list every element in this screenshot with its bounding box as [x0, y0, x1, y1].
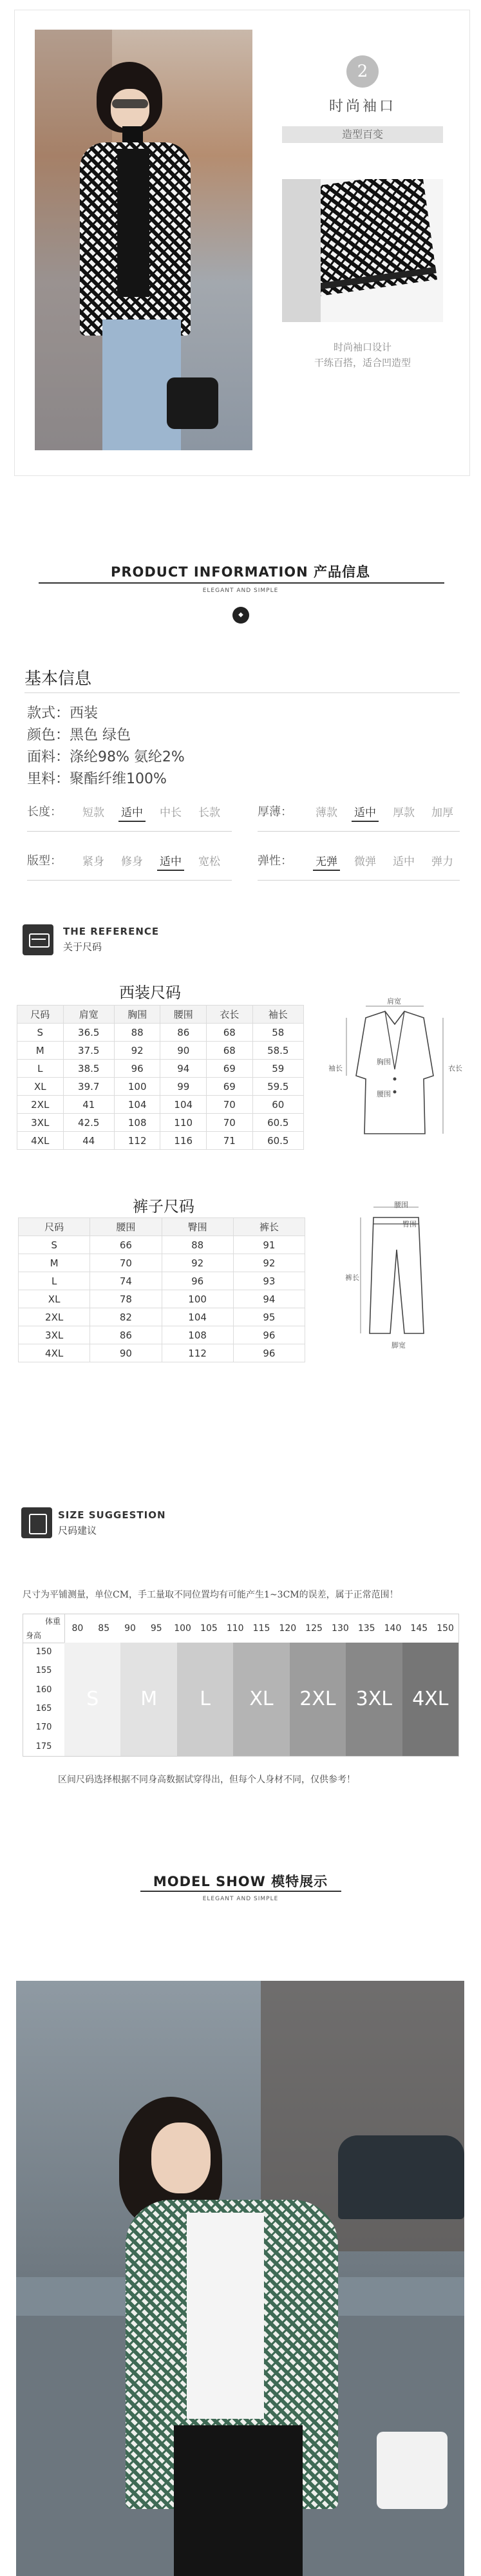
- info-style: 款式：西装: [27, 705, 99, 721]
- table-cell: 108: [162, 1326, 233, 1344]
- table-row: [17, 1114, 304, 1132]
- attr-thickness-option: 加厚: [431, 806, 453, 819]
- table-cell: 44: [63, 1132, 114, 1150]
- table-cell: 91: [233, 1236, 305, 1254]
- table-cell: 96: [233, 1326, 305, 1344]
- attr-elasticity-label: 弹性：: [258, 854, 292, 868]
- table-cell: 36.5: [63, 1024, 114, 1042]
- suit-diagram: [321, 998, 469, 1147]
- weight-cell: 125: [305, 1623, 323, 1634]
- attr-fit-option: 紧身: [82, 855, 104, 868]
- table-cell: 108: [114, 1114, 160, 1132]
- size-band-label: 2XL: [299, 1688, 336, 1710]
- weight-cell: 95: [150, 1623, 162, 1634]
- table-header-row: [19, 1218, 305, 1236]
- table-cell: 69: [207, 1060, 253, 1078]
- table-cell: 90: [90, 1344, 162, 1362]
- table-cell: 38.5: [63, 1060, 114, 1078]
- table-row: [17, 1096, 304, 1114]
- weight-cell: 85: [98, 1623, 110, 1634]
- attr-elasticity-option: 微弹: [354, 855, 376, 868]
- table-row: [17, 1078, 304, 1096]
- size-band-label: L: [200, 1688, 211, 1710]
- table-cell: 88: [114, 1024, 160, 1042]
- table-row: [19, 1308, 305, 1326]
- size-band-label: S: [86, 1688, 99, 1710]
- table-header: 腰围: [160, 1006, 207, 1024]
- table-cell: 69: [207, 1078, 253, 1096]
- attr-length-option: 长款: [198, 806, 220, 819]
- table-cell: 58: [252, 1024, 303, 1042]
- weight-cell: 120: [279, 1623, 297, 1634]
- table-cell: 93: [233, 1272, 305, 1290]
- table-cell: 78: [90, 1290, 162, 1308]
- basic-info-divider: [24, 692, 460, 693]
- table-cell: 82: [90, 1308, 162, 1326]
- reference-title-cn: 关于尺码: [63, 941, 102, 953]
- size-suggestion-icon: [21, 1507, 52, 1538]
- attr-divider: [27, 831, 232, 832]
- table-cell: 92: [162, 1254, 233, 1272]
- attr-elasticity-option-selected: 无弹: [316, 852, 337, 868]
- table-cell: L: [19, 1272, 90, 1290]
- suit-size-title: 西装尺码: [119, 984, 181, 1002]
- table-cell: 116: [160, 1132, 207, 1150]
- table-row: [19, 1344, 305, 1362]
- attr-divider: [27, 880, 232, 881]
- table-cell: 3XL: [19, 1326, 90, 1344]
- pants-size-table: [18, 1217, 305, 1362]
- table-row: [19, 1326, 305, 1344]
- suit-size-table: [17, 1005, 304, 1150]
- height-label: 身高: [26, 1631, 42, 1640]
- table-cell: 104: [162, 1308, 233, 1326]
- table-cell: 104: [160, 1096, 207, 1114]
- heading-rule: [39, 582, 444, 584]
- table-cell: 37.5: [63, 1042, 114, 1060]
- pants-label-hem: 脚宽: [391, 1341, 406, 1350]
- table-row: [17, 1042, 304, 1060]
- table-cell: 60.5: [252, 1114, 303, 1132]
- table-row: [19, 1272, 305, 1290]
- table-cell: 70: [207, 1096, 253, 1114]
- attr-fit-option: 宽松: [198, 855, 220, 868]
- table-cell: 4XL: [19, 1344, 90, 1362]
- weight-label: 体重: [45, 1617, 61, 1626]
- weight-cell: 100: [174, 1623, 191, 1634]
- pants-label-hip: 臀围: [402, 1220, 417, 1228]
- weight-cell: 145: [410, 1623, 428, 1634]
- size-band-label: 4XL: [412, 1688, 449, 1710]
- table-cell: 59: [252, 1060, 303, 1078]
- weight-cell: 110: [226, 1623, 244, 1634]
- weight-cell: 150: [437, 1623, 454, 1634]
- weight-cell: 140: [384, 1623, 402, 1634]
- table-cell: 41: [63, 1096, 114, 1114]
- table-header: 袖长: [252, 1006, 303, 1024]
- attr-length-option: 中长: [160, 806, 182, 819]
- table-cell: 39.7: [63, 1078, 114, 1096]
- size-band-label: M: [140, 1688, 158, 1710]
- product-info-title: PRODUCT INFORMATION 产品信息: [110, 564, 371, 580]
- table-cell: 94: [160, 1060, 207, 1078]
- table-row: [17, 1132, 304, 1150]
- table-cell: 74: [90, 1272, 162, 1290]
- table-cell: 90: [160, 1042, 207, 1060]
- table-cell: 92: [114, 1042, 160, 1060]
- grid-corner: [23, 1614, 65, 1643]
- info-color: 颜色：黑色 绿色: [27, 727, 131, 743]
- weight-cell: 130: [332, 1623, 349, 1634]
- attr-thickness-option-selected: 适中: [354, 803, 376, 819]
- suggestion-title-en: SIZE SUGGESTION: [58, 1509, 166, 1521]
- suit-label-waist: 腰围: [377, 1090, 391, 1098]
- table-cell: 112: [114, 1132, 160, 1150]
- table-cell: 3XL: [17, 1114, 64, 1132]
- info-lining: 里料：聚酯纤维100%: [27, 771, 167, 787]
- reference-icon: [23, 924, 53, 955]
- table-header: 臀围: [162, 1218, 233, 1236]
- table-row: [17, 1060, 304, 1078]
- attr-length-label: 长度：: [27, 805, 62, 819]
- table-header: 胸围: [114, 1006, 160, 1024]
- feature-title: 时尚袖口: [328, 99, 396, 115]
- attr-thickness-option: 厚款: [393, 806, 415, 819]
- table-cell: 96: [114, 1060, 160, 1078]
- table-cell: 60.5: [252, 1132, 303, 1150]
- basic-info-title: 基本信息: [24, 669, 92, 689]
- weight-cell: 90: [124, 1623, 136, 1634]
- table-cell: 42.5: [63, 1114, 114, 1132]
- table-cell: 112: [162, 1344, 233, 1362]
- pants-label-length: 裤长: [345, 1274, 359, 1282]
- suggestion-note-bottom: 区间尺码选择根据不同身高数据试穿得出，但每个人身材不同，仅供参考！: [58, 1775, 355, 1785]
- attr-fit-option-selected: 适中: [160, 852, 182, 868]
- table-cell: 96: [233, 1344, 305, 1362]
- feature-description-line2: 干练百搭，适合凹造型: [314, 357, 411, 368]
- table-cell: 68: [207, 1042, 253, 1060]
- feature-subtitle: 造型百变: [282, 126, 443, 143]
- attr-divider: [258, 831, 460, 832]
- table-cell: 100: [162, 1290, 233, 1308]
- table-header: 裤长: [233, 1218, 305, 1236]
- height-cell: 160: [35, 1684, 52, 1695]
- table-cell: 99: [160, 1078, 207, 1096]
- attr-divider: [258, 880, 460, 881]
- info-fabric: 面料：涤纶98% 氨纶2%: [27, 749, 185, 765]
- table-cell: M: [19, 1254, 90, 1272]
- table-header: 尺码: [17, 1006, 64, 1024]
- heading-dot-icon: ◆: [232, 607, 249, 624]
- size-band-label: 3XL: [355, 1688, 393, 1710]
- table-cell: 70: [207, 1114, 253, 1132]
- table-cell: 96: [162, 1272, 233, 1290]
- table-cell: 2XL: [19, 1308, 90, 1326]
- pants-label-waist: 腰围: [394, 1201, 408, 1209]
- attr-fit-label: 版型：: [27, 854, 62, 868]
- table-cell: 95: [233, 1308, 305, 1326]
- feature-number-badge: 2: [346, 55, 379, 88]
- table-header: 尺码: [19, 1218, 90, 1236]
- table-cell: L: [17, 1060, 64, 1078]
- table-row: [19, 1290, 305, 1308]
- attr-elasticity-option: 弹力: [431, 855, 453, 868]
- attr-elasticity-option: 适中: [393, 855, 415, 868]
- height-cell: 165: [35, 1704, 52, 1713]
- table-cell: 59.5: [252, 1078, 303, 1096]
- attr-thickness-option: 薄款: [316, 806, 337, 819]
- table-cell: 2XL: [17, 1096, 64, 1114]
- table-cell: 4XL: [17, 1132, 64, 1150]
- weight-cell: 135: [357, 1623, 375, 1634]
- suit-label-shoulder: 肩宽: [387, 997, 401, 1006]
- model-photo-houndstooth: [35, 30, 252, 450]
- product-info-tagline: ELEGANT AND SIMPLE: [202, 587, 279, 594]
- table-cell: XL: [17, 1078, 64, 1096]
- table-header: 肩宽: [63, 1006, 114, 1024]
- table-row: [19, 1254, 305, 1272]
- weight-cell: 80: [71, 1623, 84, 1634]
- height-cell: 170: [35, 1722, 52, 1733]
- attr-length-option: 短款: [82, 806, 104, 819]
- reference-title-en: THE REFERENCE: [63, 926, 160, 937]
- table-cell: 68: [207, 1024, 253, 1042]
- table-cell: S: [19, 1236, 90, 1254]
- model-photo-green-blazer: [16, 1981, 464, 2576]
- table-cell: S: [17, 1024, 64, 1042]
- suit-label-chest: 胸围: [377, 1058, 391, 1066]
- feature-description-line1: 时尚袖口设计: [333, 341, 391, 353]
- suit-label-length: 衣长: [448, 1064, 462, 1073]
- table-cell: 94: [233, 1290, 305, 1308]
- suggestion-note-top: 尺寸为平铺测量，单位CM，手工量取不同位置均有可能产生1~3CM的误差，属于正常范围！: [23, 1590, 399, 1600]
- attr-length-option-selected: 适中: [121, 803, 143, 819]
- height-cell: 150: [35, 1647, 52, 1657]
- height-cell: 155: [35, 1666, 52, 1676]
- pants-size-title: 裤子尺码: [133, 1197, 194, 1216]
- table-cell: 104: [114, 1096, 160, 1114]
- size-suggestion-grid: [23, 1614, 459, 1757]
- table-cell: 70: [90, 1254, 162, 1272]
- weight-cell: 105: [200, 1623, 218, 1634]
- attr-thickness-label: 厚薄：: [258, 805, 292, 819]
- table-cell: 66: [90, 1236, 162, 1254]
- height-cell: 175: [35, 1741, 52, 1751]
- suggestion-title-cn: 尺码建议: [58, 1525, 97, 1536]
- suit-label-sleeve: 袖长: [328, 1064, 343, 1073]
- size-band-label: XL: [249, 1688, 274, 1710]
- table-row: [19, 1236, 305, 1254]
- heading-rule: [140, 1891, 341, 1892]
- table-header-row: [17, 1006, 304, 1024]
- table-cell: XL: [19, 1290, 90, 1308]
- table-row: [17, 1024, 304, 1042]
- table-cell: 86: [90, 1326, 162, 1344]
- table-header: 衣长: [207, 1006, 253, 1024]
- table-cell: 88: [162, 1236, 233, 1254]
- table-cell: 71: [207, 1132, 253, 1150]
- table-cell: 92: [233, 1254, 305, 1272]
- model-show-tagline: ELEGANT AND SIMPLE: [202, 1896, 279, 1902]
- table-cell: 60: [252, 1096, 303, 1114]
- model-show-title: MODEL SHOW 模特展示: [153, 1874, 328, 1889]
- table-header: 腰围: [90, 1218, 162, 1236]
- table-cell: 110: [160, 1114, 207, 1132]
- table-cell: M: [17, 1042, 64, 1060]
- table-cell: 58.5: [252, 1042, 303, 1060]
- sleeve-detail-photo: [282, 179, 443, 322]
- attr-fit-option: 修身: [121, 855, 143, 868]
- table-cell: 100: [114, 1078, 160, 1096]
- weight-cell: 115: [252, 1623, 270, 1634]
- table-cell: 86: [160, 1024, 207, 1042]
